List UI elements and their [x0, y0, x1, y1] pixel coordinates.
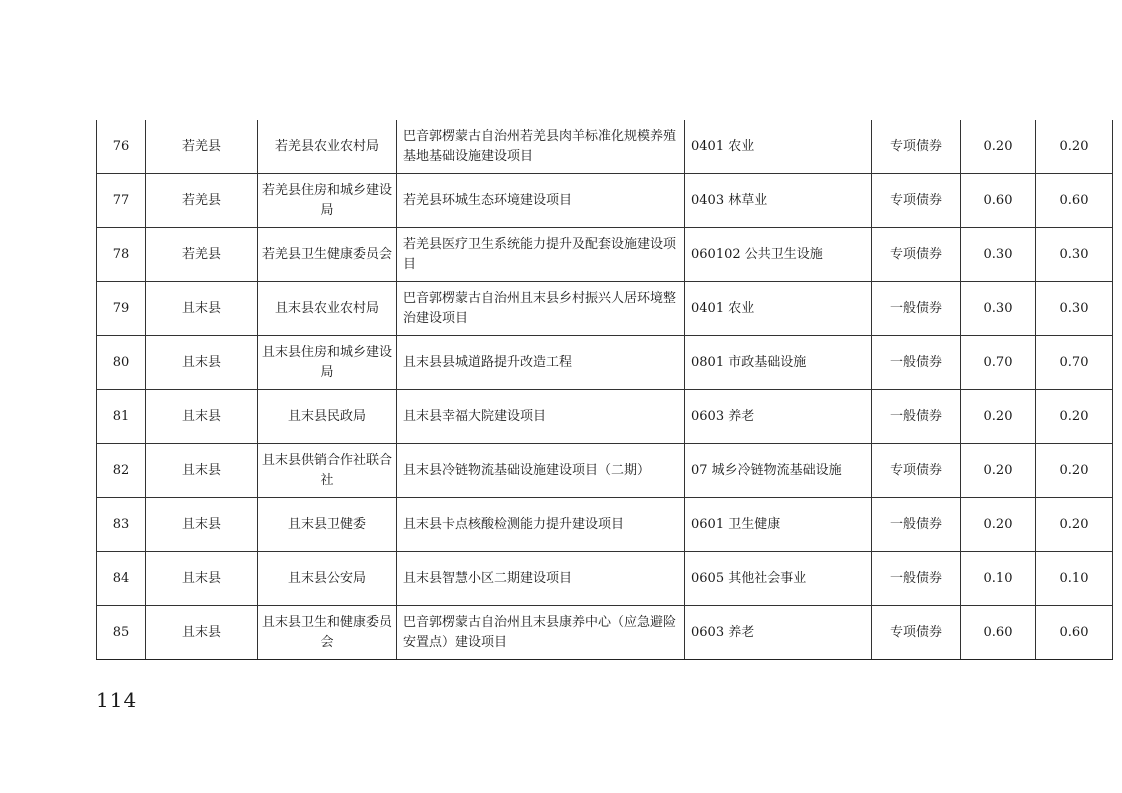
- cell-county: 若羌县: [146, 228, 258, 282]
- cell-bond-type: 一般债券: [872, 282, 961, 336]
- cell-responsible-unit: 且末县卫健委: [258, 498, 397, 552]
- table-row: [97, 174, 1113, 228]
- cell-project-category: 0401 农业: [685, 120, 872, 174]
- cell-amount-b: 0.60: [1036, 174, 1113, 228]
- cell-county: 且末县: [146, 606, 258, 660]
- page-number: 114: [96, 688, 138, 712]
- cell-project-category: 07 城乡冷链物流基础设施: [685, 444, 872, 498]
- cell-project-name: 若羌县环城生态环境建设项目: [397, 174, 685, 228]
- cell-row-number: 81: [97, 390, 146, 444]
- cell-project-category: 0801 市政基础设施: [685, 336, 872, 390]
- cell-project-name: 若羌县医疗卫生系统能力提升及配套设施建设项目: [397, 228, 685, 282]
- cell-responsible-unit: 且末县卫生和健康委员会: [258, 606, 397, 660]
- cell-responsible-unit: 且末县民政局: [258, 390, 397, 444]
- cell-bond-type: 一般债券: [872, 390, 961, 444]
- cell-amount-b: 0.10: [1036, 552, 1113, 606]
- cell-row-number: 82: [97, 444, 146, 498]
- cell-project-category: 0603 养老: [685, 606, 872, 660]
- cell-bond-type: 一般债券: [872, 498, 961, 552]
- cell-amount-b: 0.20: [1036, 120, 1113, 174]
- cell-amount-b: 0.60: [1036, 606, 1113, 660]
- cell-bond-type: 一般债券: [872, 552, 961, 606]
- table-row: [97, 282, 1113, 336]
- cell-bond-type: 专项债券: [872, 444, 961, 498]
- cell-amount-a: 0.10: [961, 552, 1036, 606]
- cell-responsible-unit: 若羌县住房和城乡建设局: [258, 174, 397, 228]
- cell-amount-a: 0.30: [961, 228, 1036, 282]
- cell-county: 且末县: [146, 390, 258, 444]
- cell-row-number: 78: [97, 228, 146, 282]
- table-row: [97, 390, 1113, 444]
- cell-project-name: 且末县冷链物流基础设施建设项目（二期）: [397, 444, 685, 498]
- cell-county: 且末县: [146, 336, 258, 390]
- bond-projects-table: [96, 120, 1113, 660]
- cell-county: 且末县: [146, 552, 258, 606]
- cell-bond-type: 专项债券: [872, 606, 961, 660]
- cell-amount-b: 0.30: [1036, 228, 1113, 282]
- cell-row-number: 79: [97, 282, 146, 336]
- cell-project-category: 0401 农业: [685, 282, 872, 336]
- cell-project-name: 巴音郭楞蒙古自治州且末县乡村振兴人居环境整治建设项目: [397, 282, 685, 336]
- cell-county: 且末县: [146, 282, 258, 336]
- cell-bond-type: 专项债券: [872, 120, 961, 174]
- cell-county: 若羌县: [146, 174, 258, 228]
- cell-bond-type: 一般债券: [872, 336, 961, 390]
- table-row: [97, 120, 1113, 174]
- cell-amount-a: 0.30: [961, 282, 1036, 336]
- table-row: [97, 228, 1113, 282]
- cell-row-number: 76: [97, 120, 146, 174]
- cell-amount-a: 0.20: [961, 444, 1036, 498]
- cell-amount-a: 0.60: [961, 174, 1036, 228]
- cell-project-name: 巴音郭楞蒙古自治州若羌县肉羊标准化规模养殖基地基础设施建设项目: [397, 120, 685, 174]
- cell-amount-a: 0.20: [961, 120, 1036, 174]
- table-row: [97, 336, 1113, 390]
- cell-row-number: 83: [97, 498, 146, 552]
- cell-amount-b: 0.20: [1036, 390, 1113, 444]
- cell-row-number: 84: [97, 552, 146, 606]
- cell-county: 若羌县: [146, 120, 258, 174]
- cell-project-name: 且末县卡点核酸检测能力提升建设项目: [397, 498, 685, 552]
- table-row: [97, 552, 1113, 606]
- cell-responsible-unit: 若羌县农业农村局: [258, 120, 397, 174]
- cell-row-number: 80: [97, 336, 146, 390]
- cell-project-category: 0403 林草业: [685, 174, 872, 228]
- cell-amount-a: 0.20: [961, 498, 1036, 552]
- cell-project-name: 且末县幸福大院建设项目: [397, 390, 685, 444]
- cell-amount-b: 0.70: [1036, 336, 1113, 390]
- cell-project-name: 且末县智慧小区二期建设项目: [397, 552, 685, 606]
- cell-responsible-unit: 且末县供销合作社联合社: [258, 444, 397, 498]
- cell-project-category: 060102 公共卫生设施: [685, 228, 872, 282]
- table-row: [97, 444, 1113, 498]
- cell-responsible-unit: 且末县公安局: [258, 552, 397, 606]
- table-body: [97, 120, 1113, 660]
- cell-amount-b: 0.20: [1036, 498, 1113, 552]
- cell-project-name: 且末县县城道路提升改造工程: [397, 336, 685, 390]
- cell-amount-a: 0.60: [961, 606, 1036, 660]
- cell-amount-b: 0.20: [1036, 444, 1113, 498]
- cell-amount-a: 0.20: [961, 390, 1036, 444]
- cell-responsible-unit: 且末县住房和城乡建设局: [258, 336, 397, 390]
- cell-county: 且末县: [146, 498, 258, 552]
- cell-row-number: 85: [97, 606, 146, 660]
- cell-project-category: 0603 养老: [685, 390, 872, 444]
- cell-county: 且末县: [146, 444, 258, 498]
- cell-project-category: 0601 卫生健康: [685, 498, 872, 552]
- cell-project-name: 巴音郭楞蒙古自治州且末县康养中心（应急避险安置点）建设项目: [397, 606, 685, 660]
- table-row: [97, 498, 1113, 552]
- cell-bond-type: 专项债券: [872, 228, 961, 282]
- cell-bond-type: 专项债券: [872, 174, 961, 228]
- cell-responsible-unit: 且末县农业农村局: [258, 282, 397, 336]
- cell-project-category: 0605 其他社会事业: [685, 552, 872, 606]
- cell-responsible-unit: 若羌县卫生健康委员会: [258, 228, 397, 282]
- cell-row-number: 77: [97, 174, 146, 228]
- cell-amount-a: 0.70: [961, 336, 1036, 390]
- cell-amount-b: 0.30: [1036, 282, 1113, 336]
- table-row: [97, 606, 1113, 660]
